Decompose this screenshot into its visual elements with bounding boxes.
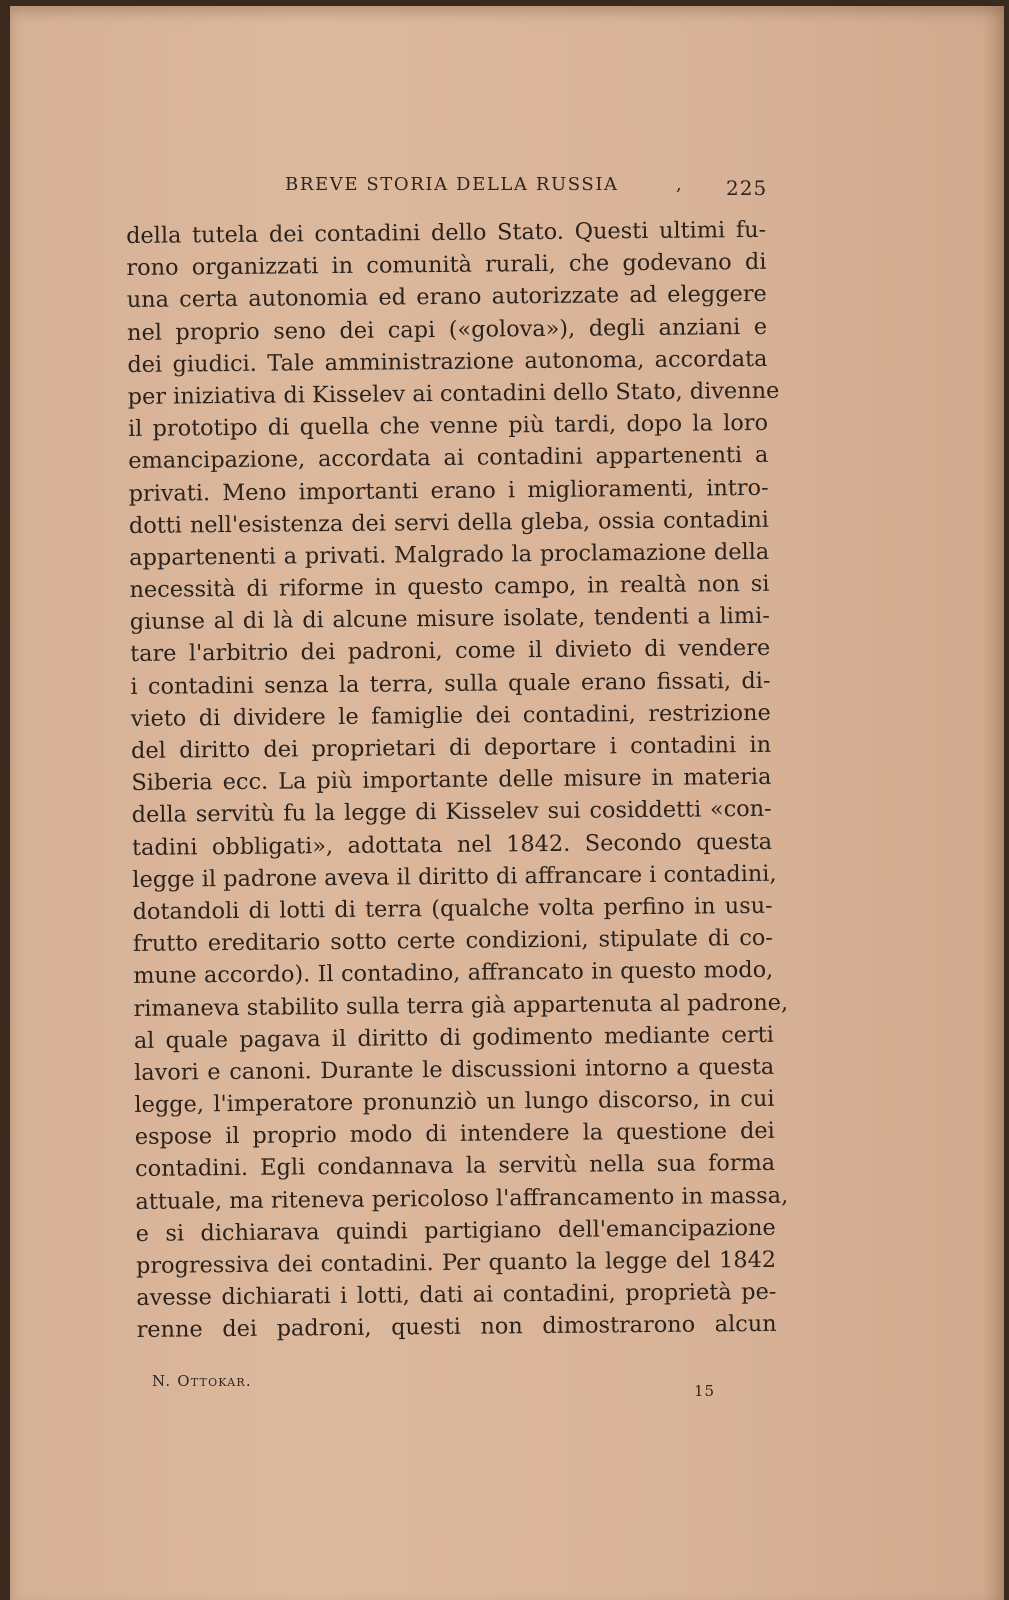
text-line-10: dotti nell'esistenza dei servi della gleba, ossia contadini (128, 506, 770, 539)
text-line-32: e si dichiarava quindi partigiano dell'emancipazione (135, 1214, 776, 1247)
header-mark: , (676, 174, 682, 195)
text-line-31: attuale, ma riteneva pericoloso l'affrancamento in massa, (135, 1182, 789, 1215)
text-line-20: tadini obbligati», adottata nel 1842. Secondo questa (131, 828, 773, 861)
text-line-33: progressiva dei contadini. Per quanto la legge del 1842 (135, 1246, 777, 1279)
text-line-13: giunse al di là di alcune misure isolate, tendenti a limi- (129, 603, 770, 636)
text-line-1: della tutela dei contadini dello Stato. Questi ultimi fu- (126, 216, 767, 249)
text-line-29: espose il proprio modo di intendere la questione dei (134, 1118, 775, 1151)
text-line-18: Siberia ecc. La più importante delle misure in materia (131, 764, 772, 797)
text-line-28: legge, l'imperatore pronunziò un lungo discorso, in cui (134, 1085, 775, 1119)
text-line-21: legge il padrone aveva il diritto di affrancare i contadini, (132, 860, 777, 893)
text-line-22: dotandoli di lotti di terra (qualche volta perfino in usu- (132, 892, 773, 925)
text-line-35: renne dei padroni, questi non dimostrarono alcun (136, 1311, 777, 1344)
text-line-5: dei giudici. Tale amministrazione autonoma, accordata (127, 345, 768, 378)
text-line-14: tare l'arbitrio dei padroni, come il divieto di vendere (130, 635, 771, 668)
text-line-12: necessità di riforme in questo campo, in realtà non si (129, 570, 770, 604)
text-line-16: vieto di dividere le famiglie dei contadini, restrizione (130, 699, 771, 732)
body-text (126, 214, 789, 1347)
text-line-11: appartenenti a privati. Malgrado la proclamazione della (129, 538, 770, 571)
text-line-17: del diritto dei proprietari di deportare i contadini in (130, 731, 772, 764)
text-line-26: al quale pagava il diritto di godimento mediante certi (133, 1021, 774, 1054)
gathering-signature: 15 (694, 1382, 716, 1400)
text-line-30: contadini. Egli condannava la servitù nella sua forma (134, 1150, 776, 1183)
text-line-27: lavori e canoni. Durante le discussioni intorno a questa (134, 1053, 775, 1086)
page-edge-shadow (982, 6, 1004, 1600)
running-title: BREVE STORIA DELLA RUSSIA (285, 174, 619, 195)
book-page (10, 6, 1004, 1600)
text-line-23: frutto ereditario sotto certe condizioni, stipulate di co- (132, 924, 774, 958)
text-line-15: i contadini senza la terra, sulla quale erano fissati, di- (130, 667, 771, 700)
text-line-19: della servitù fu la legge di Kisselev sui cosiddetti «con- (131, 796, 772, 829)
text-line-34: avesse dichiarati i lotti, dati ai contadini, proprietà pe- (136, 1278, 777, 1312)
page-footer (10, 1370, 1004, 1410)
text-line-4: nel proprio seno dei capi («golova»), degli anziani e (126, 313, 768, 346)
text-line-8: emancipazione, accordata ai contadini appartenenti a (128, 442, 769, 475)
text-line-3: una certa autonomia ed erano autorizzate ad eleggere (126, 281, 767, 314)
text-line-6: per iniziativa di Kisselev ai contadini dello Stato, divenne (127, 377, 780, 410)
text-line-7: il prototipo di quella che venne più tardi, dopo la loro (127, 409, 769, 443)
text-line-2: rono organizzati in comunità rurali, che godevano di (126, 249, 767, 282)
page-number: 225 (726, 176, 768, 200)
author-signature: N. Ottokar. (152, 1372, 252, 1390)
page-header (10, 174, 1004, 204)
text-line-9: privati. Meno importanti erano i miglioramenti, intro- (128, 474, 769, 507)
text-line-24: mune accordo). Il contadino, affrancato in questo modo, (133, 957, 774, 990)
text-line-25: rimaneva stabilito sulla terra già appartenuta al padrone, (133, 989, 789, 1022)
